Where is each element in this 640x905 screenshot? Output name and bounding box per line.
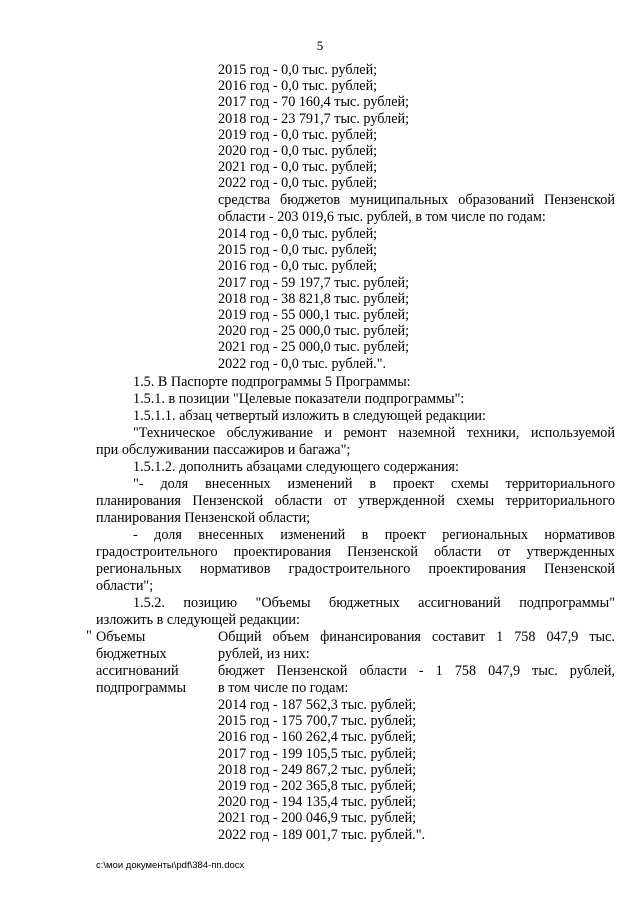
quote-maintenance-line2: при обслуживании пассажиров и багажа"; xyxy=(96,442,351,458)
year-line: 2022 год - 0,0 тыс. рублей; xyxy=(218,175,378,192)
year-line: 2016 год - 0,0 тыс. рублей; xyxy=(218,78,378,95)
item-1-5: 1.5. В Паспорте подпрограммы 5 Программы: xyxy=(133,374,411,390)
year-line: 2014 год - 187 562,3 тыс. рублей; xyxy=(218,697,417,713)
year-line: 2019 год - 55 000,1 тыс. рублей; xyxy=(218,307,410,323)
year-line: 2017 год - 199 105,5 тыс. рублей; xyxy=(218,745,417,762)
table-left-line3: ассигнований xyxy=(96,663,179,679)
year-line: 2015 год - 175 700,7 тыс. рублей; xyxy=(218,713,417,730)
year-line: 2016 год - 0,0 тыс. рублей; xyxy=(218,258,378,275)
quote-normatives-line4: области"; xyxy=(96,578,154,594)
quote-territorial-line3: планирования Пензенской области; xyxy=(96,510,311,526)
quote-territorial-line2: планирования Пензенской области от утвержденной схемы территориального xyxy=(96,493,615,509)
year-line: 2020 год - 25 000,0 тыс. рублей; xyxy=(218,323,410,340)
year-line: 2017 год - 59 197,7 тыс. рублей; xyxy=(218,274,410,291)
table-budget-line2: в том числе по годам: xyxy=(218,680,349,696)
table-total-line1: Общий объем финансирования составит 1 758 047,9 тыс. xyxy=(218,629,615,645)
page-number: 5 xyxy=(316,38,324,53)
year-line: 2019 год - 202 365,8 тыс. рублей; xyxy=(218,778,417,794)
item-1-5-1-2: 1.5.1.2. дополнить абзацами следующего содержания: xyxy=(133,459,459,475)
file-path-footer: c:\мои документы\pdf\384-пп.docx xyxy=(96,860,245,871)
year-line: 2014 год - 0,0 тыс. рублей; xyxy=(218,226,378,242)
item-1-5-1-1: 1.5.1.1. абзац четвертый изложить в следующей редакции: xyxy=(133,408,486,424)
year-line: 2015 год - 0,0 тыс. рублей; xyxy=(218,62,378,78)
year-line: 2021 год - 200 046,9 тыс. рублей; xyxy=(218,810,417,827)
quote-territorial-line1: "- доля внесенных изменений в проект схемы территориального xyxy=(133,476,615,492)
quote-normatives-line1: - доля внесенных изменений в проект региональных нормативов xyxy=(133,527,615,543)
table-open-quote: " xyxy=(86,628,92,644)
table-left-line1: Объемы xyxy=(96,629,146,645)
year-line: 2018 год - 38 821,8 тыс. рублей; xyxy=(218,290,410,307)
municipal-funds-line1: средства бюджетов муниципальных образований Пензенской xyxy=(218,192,615,208)
table-left-line4: подпрограммы xyxy=(96,680,186,696)
year-line: 2017 год - 70 160,4 тыс. рублей; xyxy=(218,94,410,111)
year-line: 2018 год - 249 867,2 тыс. рублей; xyxy=(218,761,417,778)
item-1-5-1: 1.5.1. в позиции "Целевые показатели подпрограммы": xyxy=(133,391,465,407)
quote-normatives-line3: региональных нормативов градостроительного проектирования Пензенской xyxy=(96,561,615,577)
municipal-funds-line2: области - 203 019,6 тыс. рублей, в том числе по годам: xyxy=(218,209,546,225)
year-line: 2018 год - 23 791,7 тыс. рублей; xyxy=(218,110,410,127)
year-line: 2021 год - 25 000,0 тыс. рублей; xyxy=(218,339,410,356)
year-line: 2022 год - 0,0 тыс. рублей.". xyxy=(218,355,387,372)
item-1-5-2-line2: изложить в следующей редакции: xyxy=(96,612,300,628)
year-line: 2015 год - 0,0 тыс. рублей; xyxy=(218,242,378,259)
year-line: 2016 год - 160 262,4 тыс. рублей; xyxy=(218,729,417,746)
year-line: 2019 год - 0,0 тыс. рублей; xyxy=(218,126,378,143)
table-total-line2: рублей, из них: xyxy=(218,646,310,662)
table-left-line2: бюджетных xyxy=(96,646,167,662)
year-line: 2022 год - 189 001,7 тыс. рублей.". xyxy=(218,826,426,843)
table-budget-line1: бюджет Пензенской области - 1 758 047,9 тыс. рублей, xyxy=(218,663,615,679)
year-line: 2020 год - 194 135,4 тыс. рублей; xyxy=(218,794,417,811)
year-line: 2021 год - 0,0 тыс. рублей; xyxy=(218,159,378,176)
quote-normatives-line2: градостроительного проектирования Пензенской области от утвержденных xyxy=(96,544,615,560)
year-line: 2020 год - 0,0 тыс. рублей; xyxy=(218,143,378,159)
quote-maintenance-line1: "Техническое обслуживание и ремонт наземной техники, используемой xyxy=(133,425,615,441)
item-1-5-2-line1: 1.5.2. позицию "Объемы бюджетных ассигнований подпрограммы" xyxy=(133,595,615,611)
